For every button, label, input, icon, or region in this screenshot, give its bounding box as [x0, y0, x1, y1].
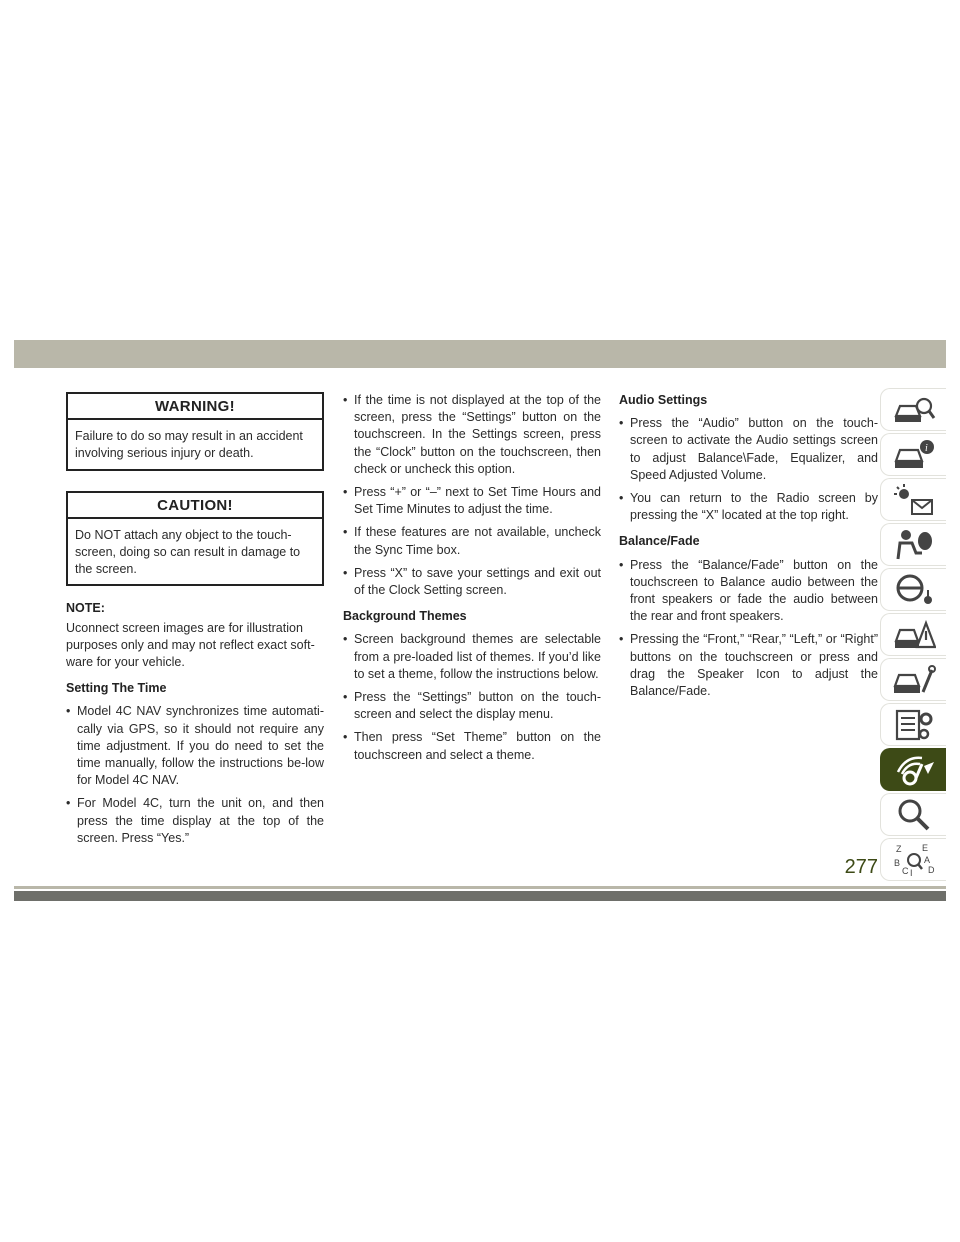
- tab-person-airbag[interactable]: [880, 523, 946, 566]
- caution-title: CAUTION!: [68, 493, 322, 519]
- tab-magnifier[interactable]: [880, 793, 946, 836]
- svg-text:i: i: [924, 442, 928, 454]
- list-item: • Model 4C NAV synchronizes time automati-cally via GPS, so it should not require any time adjustment. If you do need to set the time manually, follow the instructions be-low for Model 4C NAV.: [66, 703, 324, 789]
- list-item: • You can return to the Radio screen by pressing the “X” located at the top right.: [619, 490, 878, 524]
- svg-text:A: A: [923, 854, 930, 865]
- alphabet-index-icon: [892, 842, 936, 878]
- list-item: • Pressing the “Front,” “Rear,” “Left,” or “Right” buttons on the touchscreen or press and drag the Speaker Icon to adjust the Balance/Fade.: [619, 631, 878, 700]
- tab-steering-key[interactable]: [880, 568, 946, 611]
- footer-stripe: [14, 886, 946, 889]
- car-magnifier-icon: [892, 392, 936, 428]
- list-item: • Press the “Balance/Fade” button on the touchscreen to Balance audio between the front speakers or fade the audio between the rear and front speakers.: [619, 557, 878, 626]
- list-gear-icon: [892, 707, 936, 743]
- note-text: Uconnect screen images are for illustration purposes only and may not reflect exact soft-ware for your vehicle.: [66, 620, 315, 670]
- chapter-tabs: [880, 388, 946, 883]
- list-item: • Then press “Set Theme” button on the touchscreen and select a theme.: [343, 729, 601, 763]
- list-item: • Press the “Settings” button on the touch-screen and select the display menu.: [343, 689, 601, 723]
- tab-car-warning[interactable]: [880, 613, 946, 656]
- footer-band: [14, 891, 946, 901]
- svg-text:I: I: [909, 867, 913, 878]
- list-item: • If these features are not available, uncheck the Sync Time box.: [343, 524, 601, 558]
- list-item: • Press “+” or “–” next to Set Time Hours and Set Time Minutes to adjust the time.: [343, 484, 601, 518]
- balance-fade-heading: Balance/Fade: [619, 534, 700, 549]
- audio-settings-heading: Audio Settings: [619, 393, 708, 407]
- music-signal-icon: [892, 752, 936, 788]
- svg-text:C: C: [901, 865, 908, 876]
- svg-text:E: E: [921, 842, 928, 853]
- setting-time-heading: Setting The Time: [66, 681, 167, 696]
- audio-settings-list: [619, 415, 878, 524]
- car-wrench-icon: [892, 662, 936, 698]
- person-airbag-icon: [892, 527, 936, 563]
- warning-title: WARNING!: [68, 394, 322, 420]
- car-warning-icon: [892, 617, 936, 653]
- column-2: [343, 392, 601, 770]
- tab-list-gear[interactable]: [880, 703, 946, 746]
- setting-time-list-continued: [343, 392, 601, 599]
- svg-text:Z: Z: [895, 843, 901, 854]
- tab-alphabet-index[interactable]: [880, 838, 946, 881]
- column-1: [66, 392, 324, 853]
- background-themes-list: [343, 631, 601, 763]
- warning-text: Failure to do so may result in an accident involving serious injury or death.: [75, 429, 303, 461]
- note-label: NOTE:: [66, 601, 105, 616]
- page-number: 277: [844, 856, 878, 878]
- header-band: [14, 340, 946, 368]
- tab-music-signal[interactable]: [880, 748, 946, 791]
- list-item: • Screen background themes are selectable from a pre-loaded list of themes. If you’d like to set a theme, follow the instructions below.: [343, 631, 601, 683]
- list-item: • Press “X” to save your settings and exit out of the Clock Setting screen.: [343, 565, 601, 599]
- tab-light-envelope[interactable]: [880, 478, 946, 521]
- tab-car-wrench[interactable]: [880, 658, 946, 701]
- svg-text:B: B: [893, 857, 900, 868]
- svg-text:D: D: [927, 864, 934, 875]
- car-info-icon: [892, 437, 936, 473]
- caution-box: [66, 491, 324, 587]
- steering-key-icon: [892, 572, 936, 608]
- warning-box: [66, 392, 324, 471]
- list-item: • If the time is not displayed at the top of the screen, press the “Settings” button on the touchscreen. In the Settings screen, press the “Clock” button on the touchscreen, then check or uncheck this option.: [343, 392, 601, 478]
- column-3: [619, 392, 878, 706]
- tab-car-info[interactable]: [880, 433, 946, 476]
- tab-car-magnifier[interactable]: [880, 388, 946, 431]
- background-themes-heading: Background Themes: [343, 609, 467, 624]
- balance-fade-list: [619, 557, 878, 701]
- list-item: • For Model 4C, turn the unit on, and then press the time display at the top of the screen. Press “Yes.”: [66, 795, 324, 847]
- magnifier-icon: [892, 797, 936, 833]
- list-item: • Press the “Audio” button on the touch-screen to activate the Audio settings screen to adjust Balance\Fade, Equalizer, and Speed Adjusted Volume.: [619, 415, 878, 484]
- caution-text: Do NOT attach any object to the touch-screen, doing so can result in damage to the screen.: [75, 527, 301, 577]
- setting-time-list: [66, 703, 324, 847]
- light-envelope-icon: [892, 482, 936, 518]
